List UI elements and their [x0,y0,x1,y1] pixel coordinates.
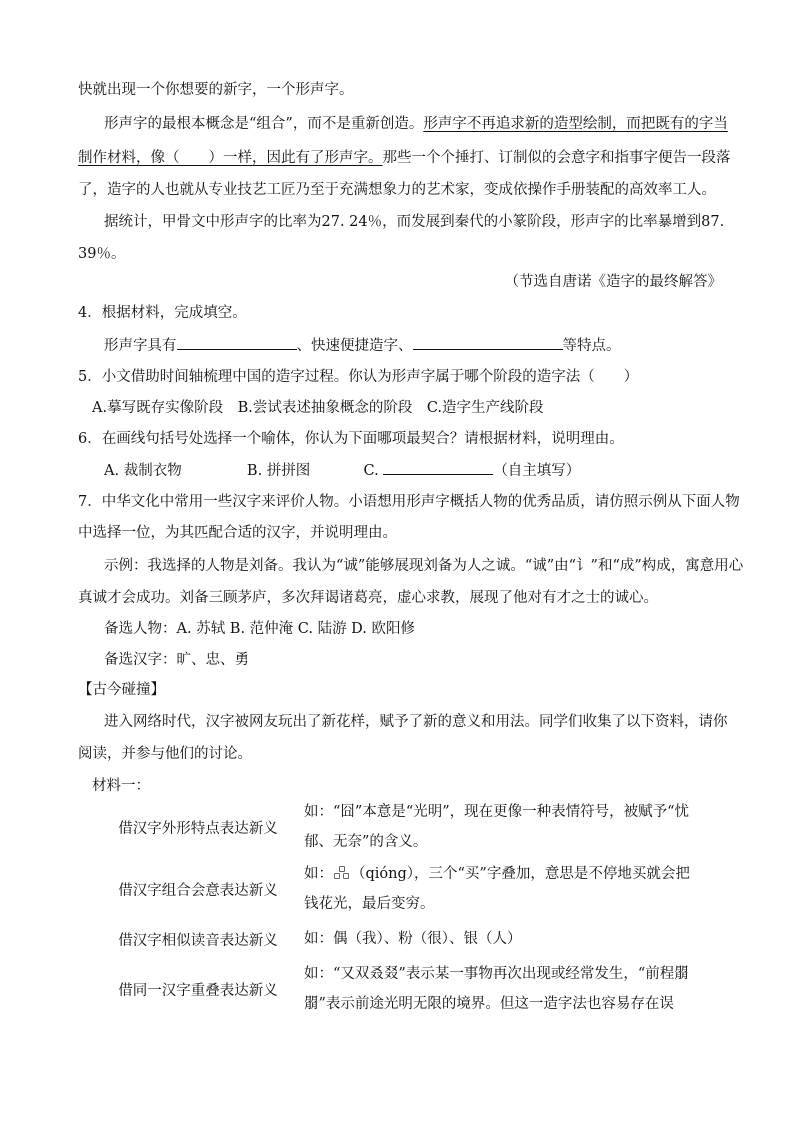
passage-para3-line2: 39％。 [78,246,126,262]
material-table [92,796,712,1020]
table-row [92,858,712,920]
option-c-note: （自主填写） [493,463,581,479]
passage-para3-line1: 据统计，甲骨文中形声字的比率为27. 24％，而发展到秦代的小篆阶段，形声字的比率暴增到87. [104,214,725,230]
table-row [92,958,712,1020]
method-cell: 借汉字组合会意表达新义 [118,882,278,899]
example-cell: 如：“又双叒叕”表示某一事物再次出现或经常发生，“前程朤 朤”表示前途光明无限的境界。但这一造字法也容易存在误 [304,966,689,1012]
question-4-fill [104,335,621,356]
fill-text: 等特点。 [562,338,621,354]
underlined-sentence: 制作材料，像（ ）一样，因此有了形声字。 [78,150,383,166]
example-cell: 如：“囧”本意是“光明”，现在更像一种表情符号，被赋予“忧 郁、无奈”的含义。 [304,804,690,850]
option-c: C. [363,463,379,479]
question-5-stem: 5．小文借助时间轴梳理中国的造字过程。你认为形声字属于哪个阶段的造字法（ ） [78,369,639,385]
fill-text: 形声字具有 [104,338,177,354]
passage-text: 那些一个个捶打、订制似的会意字和指事字便告一段落 [382,150,731,166]
source-citation: （节选自唐诺《造字的最终解答》 [504,274,722,290]
method-cell: 借同一汉字重叠表达新义 [118,982,278,999]
answer-blank-c[interactable] [383,460,493,475]
passage-text: 形声字的最根本概念是“组合”，而不是重新创造。 [104,116,424,132]
question-7-stem-line1: 7．中华文化中常用一些汉字来评价人物。小语想用形声字概括人物的优秀品质，请仿照示例从下面人物 [78,494,740,510]
answer-blank-2[interactable] [413,335,563,350]
example-cell: 如： （qióng），三个“买”字叠加，意思是不停地买就会把 钱花光，最后变穷。 [304,866,690,912]
table-row [92,796,712,858]
passage-para2-line2 [78,148,731,168]
candidate-persons: 备选人物：A. 苏轼 B. 范仲淹 C. 陆游 D. 欧阳修 [104,621,416,637]
example-line2: 真诚才会成功。刘备三顾茅庐，多次拜谒诸葛亮，虚心求教，展现了他对有才之士的诚心。 [78,590,658,606]
triple-mai-glyph-icon [333,866,351,880]
section-intro-line1: 进入网络时代，汉字被网友玩出了新花样，赋予了新的意义和用法。同学们收集了以下资料，请你 [104,714,728,730]
example-cell: 如：偶（我）、粉（很）、银（人） [304,931,522,947]
example-line1: 示例：我选择的人物是刘备。我认为“诚”能够展现刘备为人之诚。“诚”由“讠”和“成”构成，寓意用心 [104,558,744,574]
method-cell: 借汉字外形特点表达新义 [118,820,278,837]
material-label: 材料一： [92,778,150,794]
question-5-options: A.摹写既存实像阶段 B.尝试表述抽象概念的阶段 C.造字生产线阶段 [92,400,544,416]
question-7-stem-line2: 中选择一位，为其匹配合适的汉字，并说明理由。 [78,525,397,541]
passage-line-1: 快就出现一个你想要的新字，一个形声字。 [78,82,354,98]
passage-para2-line3: 了，造字的人也就从专业技艺工匠乃至于充满想象力的艺术家，变成依操作手册装配的高效率工人。 [78,182,716,198]
underlined-sentence: 形声字不再追求新的造型绘制，而把既有的字当 [423,116,728,132]
fill-text: 、快速便捷造字、 [296,338,413,354]
question-4-stem: 4．根据材料，完成填空。 [78,305,247,321]
option-b: B. 拼拼图 [246,463,311,479]
method-cell: 借汉字相似读音表达新义 [118,932,278,949]
passage-para2-line1 [104,114,728,134]
option-a: A. 裁制衣物 [104,463,182,479]
table-row [92,920,712,958]
question-6-stem: 6．在画线句括号处选择一个喻体，你认为下面哪项最契合？请根据材料，说明理由。 [78,431,624,447]
section-intro-line2: 阅读，并参与他们的讨论。 [78,746,252,762]
section-title: 【古今碰撞】 [78,682,165,698]
question-6-options [104,460,580,481]
answer-blank-1[interactable] [177,335,297,350]
candidate-chars: 备选汉字：旷、忠、勇 [104,652,249,668]
